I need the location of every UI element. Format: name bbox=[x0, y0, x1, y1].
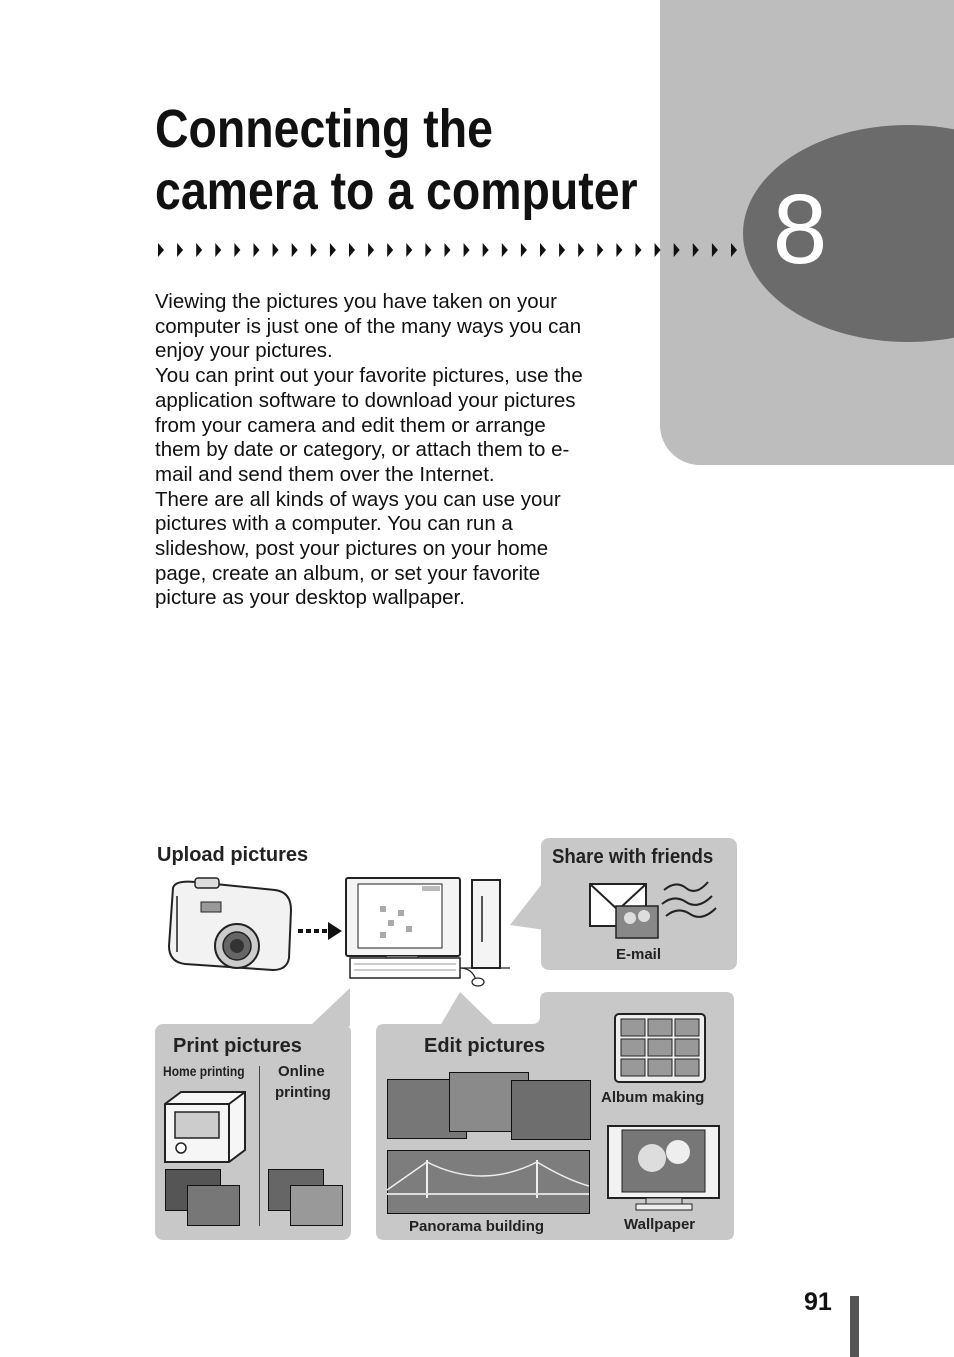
edit-label: Edit pictures bbox=[424, 1035, 546, 1057]
home-photo-2 bbox=[187, 1185, 240, 1226]
online-printing-label-1: Online bbox=[278, 1063, 325, 1080]
email-label: E-mail bbox=[616, 946, 662, 963]
album-icon bbox=[614, 1013, 706, 1083]
share-label: Share with friends bbox=[552, 846, 714, 868]
wallpaper-label: Wallpaper bbox=[624, 1216, 696, 1233]
intro-paragraph-3: There are all kinds of ways you can use your pictures with a computer. You can run a slideshow, post your pictures on your home page, create an album, or set your favorite picture as your desktop wallpaper. bbox=[155, 487, 561, 610]
print-label: Print pictures bbox=[173, 1035, 302, 1057]
email-icon bbox=[588, 876, 723, 940]
wallpaper-icon bbox=[606, 1124, 721, 1212]
intro-paragraph-1: Viewing the pictures you have taken on your computer is just one of the many ways you can enjoy your pictures. bbox=[155, 290, 582, 363]
computer-icon bbox=[340, 876, 512, 988]
online-photo-2 bbox=[290, 1185, 343, 1226]
album-label: Album making bbox=[601, 1089, 705, 1106]
edit-photo-3 bbox=[511, 1080, 591, 1140]
bridge-icon bbox=[387, 1150, 589, 1212]
title-line-1: Connecting the bbox=[155, 99, 493, 159]
camera-icon bbox=[165, 876, 295, 974]
page-number: 91 bbox=[804, 1288, 832, 1316]
printer-icon bbox=[163, 1090, 249, 1164]
chapter-number: 8 bbox=[772, 174, 828, 284]
page-edge-bar bbox=[850, 1296, 859, 1357]
upload-label: Upload pictures bbox=[157, 844, 309, 866]
panorama-label: Panorama building bbox=[409, 1218, 545, 1235]
home-printing-label: Home printing bbox=[163, 1063, 245, 1079]
title-line-2: camera to a computer bbox=[155, 161, 638, 221]
online-printing-label-2: printing bbox=[275, 1084, 331, 1101]
upload-arrow-icon bbox=[296, 920, 344, 942]
print-divider bbox=[259, 1066, 260, 1226]
intro-paragraph-2: You can print out your favorite pictures, use the application software to download your pictures from your camera and edit them or arrange them by date or category, or attach them to e-mail and send them over the Internet. bbox=[155, 364, 583, 486]
